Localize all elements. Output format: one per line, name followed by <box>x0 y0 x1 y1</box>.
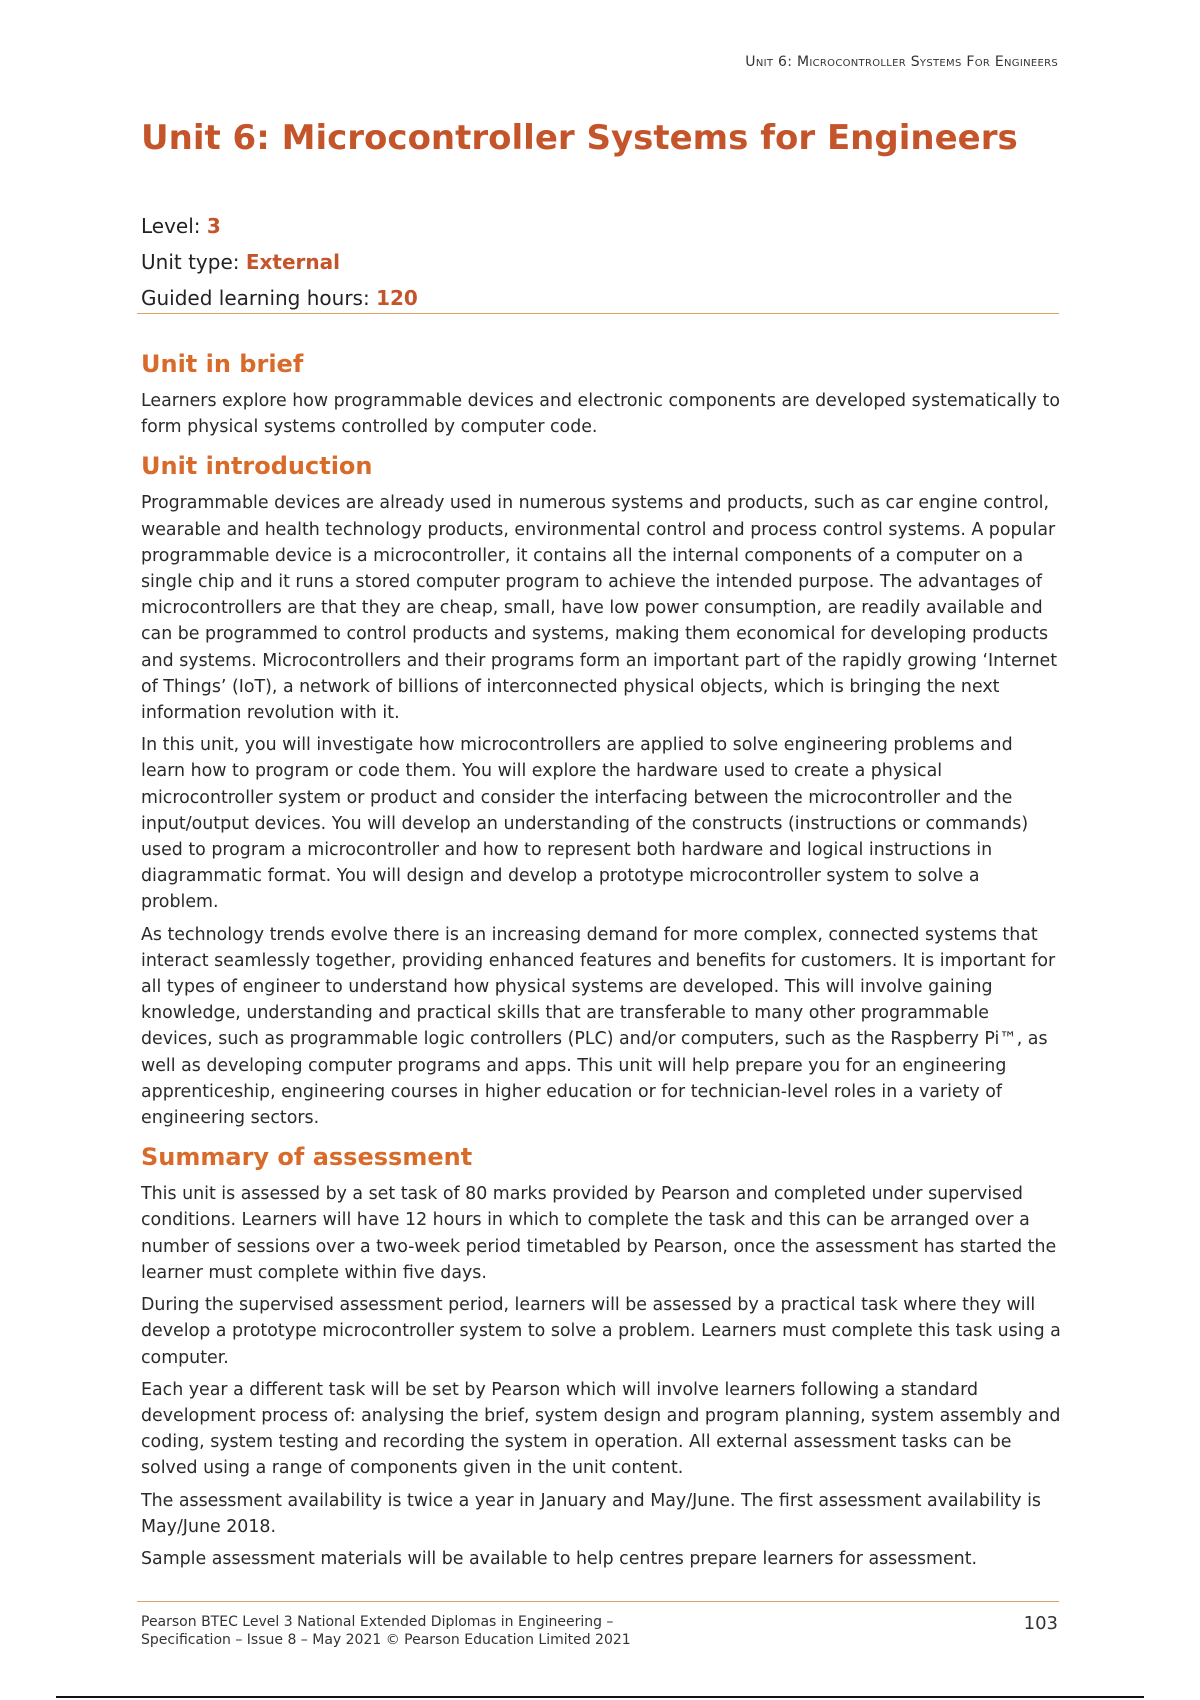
paragraph: In this unit, you will investigate how microcontrollers are applied to solve engineering problems and learn how to program or code them. You will explore the hardware used to create a physical microcontroller system or product and consider the interfacing between the microcontroller and the input/output devices. You will develop an understanding of the constructs (instructions or commands) used to program a microcontroller and how to represent both hardware and logical instructions in diagrammatic format. You will design and develop a prototype microcontroller system to solve a problem. <box>141 735 1029 913</box>
section-unit-in-brief <box>141 350 1061 440</box>
hours-value: 120 <box>376 286 418 310</box>
meta-unit-type <box>141 244 418 280</box>
paragraph: Learners explore how programmable devices and electronic components are developed systematically to form physical systems controlled by computer code. <box>141 391 1060 438</box>
section-unit-introduction <box>141 452 1061 1131</box>
paragraph: Sample assessment materials will be available to help centres prepare learners for assessment. <box>141 1548 978 1569</box>
meta-divider <box>137 313 1059 314</box>
meta-level <box>141 208 418 244</box>
unit-type-value: External <box>245 250 340 274</box>
footer-line-1: Pearson BTEC Level 3 National Extended Diplomas in Engineering – <box>141 1614 614 1630</box>
paragraph: As technology trends evolve there is an increasing demand for more complex, connected systems that interact seamlessly together, providing enhanced features and benefits for customers. It is important for all types of engineer to understand how physical systems are developed. This will involve gaining knowledge, understanding and practical skills that are transferable to many other programmable devices, such as programmable logic controllers (PLC) and/or computers, such as the Raspberry Pi™, as well as developing computer programs and apps. This unit will help prepare you for an engineering apprenticeship, engineering courses in higher education or for technician-level roles in a variety of engineering sectors. <box>141 924 1056 1129</box>
meta-hours <box>141 280 418 316</box>
main-content <box>141 350 1061 1584</box>
paragraph: This unit is assessed by a set task of 80 marks provided by Pearson and completed under supervised conditions. Learners will have 12 hours in which to complete the task and this can be arranged over a number of sessions over a two-week period timetabled by Pearson, once the assessment has started the learner must complete within five days. <box>141 1184 1057 1283</box>
level-label: Level: <box>141 214 201 238</box>
footer-line-2: Specification – Issue 8 – May 2021 © Pearson Education Limited 2021 <box>141 1632 631 1648</box>
paragraph: During the supervised assessment period, learners will be assessed by a practical task where they will develop a prototype microcontroller system to solve a problem. Learners must complete this task using a computer. <box>141 1295 1061 1368</box>
unit-meta <box>141 208 418 316</box>
running-header: Unit 6: Microcontroller Systems For Engineers <box>745 54 1058 70</box>
paragraph: Programmable devices are already used in numerous systems and products, such as car engine control, wearable and health technology products, environmental control and process control systems. A popular programmable device is a microcontroller, it contains all the internal components of a computer on a single chip and it runs a stored computer program to achieve the intended purpose. The advantages of microcontrollers are that they are cheap, small, have low power consumption, are readily available and can be programmed to control products and systems, making them economical for developing products and systems. Microcontrollers and their programs form an important part of the rapidly growing ‘Internet of Things’ (IoT), a network of billions of interconnected physical objects, which is bringing the next information revolution with it. <box>141 493 1058 724</box>
section-heading: Summary of assessment <box>141 1143 473 1172</box>
level-value: 3 <box>206 214 221 238</box>
unit-type-label: Unit type: <box>141 250 240 274</box>
paragraph: The assessment availability is twice a year in January and May/June. The first assessment availability is May/June 2018. <box>141 1490 1041 1537</box>
page-bottom-edge <box>56 1696 1144 1698</box>
section-heading: Unit in brief <box>141 350 304 378</box>
section-summary-of-assessment <box>141 1143 1061 1572</box>
page-title: Unit 6: Microcontroller Systems for Engineers <box>141 118 1018 158</box>
page-number: 103 <box>1023 1613 1058 1634</box>
footer-text <box>141 1613 631 1649</box>
paragraph: Each year a different task will be set by Pearson which will involve learners following a standard development process of: analysing the brief, system design and program planning, system assembly and coding, system testing and recording the system in operation. All external assessment tasks can be solved using a range of components given in the unit content. <box>141 1379 1061 1479</box>
hours-label: Guided learning hours: <box>141 286 370 310</box>
footer-divider <box>137 1601 1059 1602</box>
section-heading: Unit introduction <box>141 452 373 481</box>
